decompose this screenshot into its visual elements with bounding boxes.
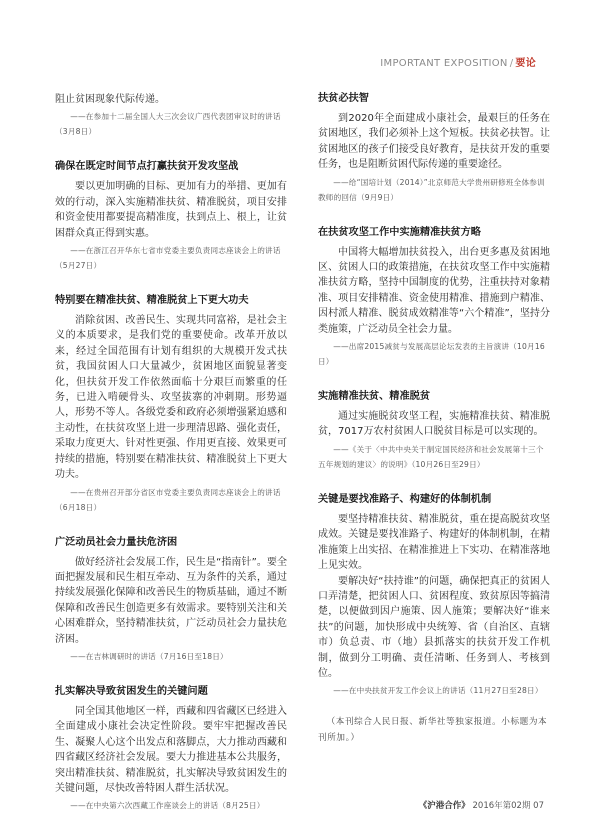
issue-number: 2016年第02期	[472, 801, 531, 811]
paragraph: 通过实施脱贫攻坚工程，实施精准扶贫、精准脱贫，7017万农村贫困人口脱贫目标是可以实现的。	[318, 411, 550, 438]
source-citation: ——在参加十二届全国人大三次会议广西代表团审议时的讲话（3月8日）	[55, 112, 281, 137]
source-citation: ——《关于〈中共中央关于制定国民经济和社会发展第十三个五年规划的建议〉的说明》（10月26日至29日）	[318, 444, 544, 469]
paragraph: 到2020年全面建成小康社会，最艰巨的任务在贫困地区，我们必须补上这个短板。扶贫必扶智。让贫困地区的孩子们接受良好教育，是扶贫开发的重要任务，也是阻断贫困代际传递的重要途径。	[318, 113, 550, 171]
paragraph: 同全国其他地区一样，西藏和四省藏区已经进入全面建成小康社会决定性阶段。要牢牢把握改善民生、凝聚人心这个出发点和落脚点，大力推动西藏和四省藏区经济社会发展。要大力推进基本公共服务，突出精准扶贫、精准脱贫，扎实解决导致贫困发生的关键问题，尽快改善特困人群生活状况。	[55, 705, 287, 794]
subheading: 扶贫必扶智	[318, 93, 369, 104]
subheading: 特别要在精准扶贫、精准脱贫上下更大功夫	[55, 295, 249, 307]
source-citation: ——在中央第六次西藏工作座谈会上的讲话（8月25日）	[70, 801, 265, 811]
left-column	[55, 92, 287, 813]
source-citation: ——给“国培计划（2014）”北京师范大学贵州研修班全体参训教师的回信（9月9日）	[318, 177, 545, 202]
subheading: 关键是要找准路子、构建好的体制机制	[318, 493, 492, 505]
header-divider: /	[509, 58, 514, 69]
source-citation: ——在中央扶贫开发工作会议上的讲话（11月27日至28日）	[333, 686, 543, 696]
editor-note: （本刊综合人民日报、新华社等独家报道。小标题为本刊所加。）	[318, 717, 548, 744]
page-header	[380, 54, 536, 69]
section-title-cn: 要论	[515, 58, 536, 69]
subheading: 广泛动员社会力量扶危济困	[55, 536, 178, 548]
magazine-name: 《沪港合作》	[418, 801, 470, 811]
subheading: 扎实解决导致贫困发生的关键问题	[55, 685, 208, 697]
source-citation: ——在浙江召开华东七省市党委主要负责同志座谈会上的讲话（5月27日）	[55, 246, 281, 271]
subheading: 在扶贫攻坚工作中实施精准扶贫方略	[318, 226, 481, 238]
section-title-en: IMPORTANT EXPOSITION	[380, 58, 508, 69]
source-citation: ——出席2015减贫与发展高层论坛发表的主旨演讲（10月16日）	[318, 342, 545, 367]
paragraph: 要以更加明确的目标、更加有力的举措、更加有效的行动，深入实施精准扶贫、精准脱贫，项目安排和资金使用都要提高精准度，扶到点上、根上，让贫困群众真正得到实惠。	[55, 181, 287, 239]
paragraph: 中国将大幅增加扶贫投入，出台更多惠及贫困地区、贫困人口的政策措施，在扶贫攻坚工作中实施精准扶贫方略，坚持中国制度的优势，注重扶持对象精准、项目安排精准、资金使用精准、措施到户精准、因村派人精准、脱贫成效精准等“六个精准”，坚持分类施策，广泛动员全社会力量。	[318, 246, 550, 335]
paragraph: 做好经济社会发展工作，民生是“指南针”。要全面把握发展和民生相互牵动、互为条件的关系，通过持续发展强化保障和改善民生的物质基础，通过不断保障和改善民生创造更多有效需求。要特别关注和关心困难群众，坚持精准扶贫，广泛动员社会力量扶危济困。	[55, 556, 287, 645]
paragraph: 要坚持精准扶贫、精准脱贫，重在提高脱贫攻坚成效。关键是要找准路子、构建好的体制机制，在精准施策上出实招、在精准推进上下实功、在精准落地上见实效。	[318, 513, 550, 572]
source-citation: ——在贵州召开部分省区市党委主要负责同志座谈会上的讲话（6月18日）	[55, 487, 281, 512]
paragraph: 阻止贫困现象代际传递。	[55, 94, 165, 105]
paragraph: 消除贫困、改善民生、实现共同富裕，是社会主义的本质要求，是我们党的重要使命。改革开放以来，经过全国范围有计划有组织的大规模开发式扶贫，我国贫困人口大量减少，贫困地区面貌显著变化，但扶贫开发工作依然面临十分艰巨而繁重的任务，已进入啃硬骨头、攻坚拔寨的冲刺期。形势逼人，形势不等人。各级党委和政府必须增强紧迫感和主动性，在扶贫攻坚上进一步理清思路、强化责任，采取力度更大、针对性更强、作用更直接、效果更可持续的措施，特别要在精准扶贫、精准脱贫上下更大功夫。	[55, 315, 287, 481]
page-number: 07	[533, 801, 544, 811]
subheading: 实施精准扶贫、精准脱贫	[318, 391, 431, 403]
subheading: 确保在既定时间节点打赢扶贫开发攻坚战	[55, 161, 239, 173]
right-column	[318, 92, 550, 746]
page-footer	[419, 799, 544, 811]
paragraph: 要解决好“扶持谁”的问题，确保把真正的贫困人口弄清楚，把贫困人口、贫困程度、致贫原因等搞清楚，以便做到因户施策、因人施策；要解决好“谁来扶”的问题，加快形成中央统筹、省（自治区、直辖市）负总责、市（地）县抓落实的扶贫开发工作机制，做到分工明确、责任清晰、任务到人、考核到位。	[318, 575, 550, 679]
source-citation: ——在吉林调研时的讲话（7月16日至18日）	[70, 651, 228, 661]
